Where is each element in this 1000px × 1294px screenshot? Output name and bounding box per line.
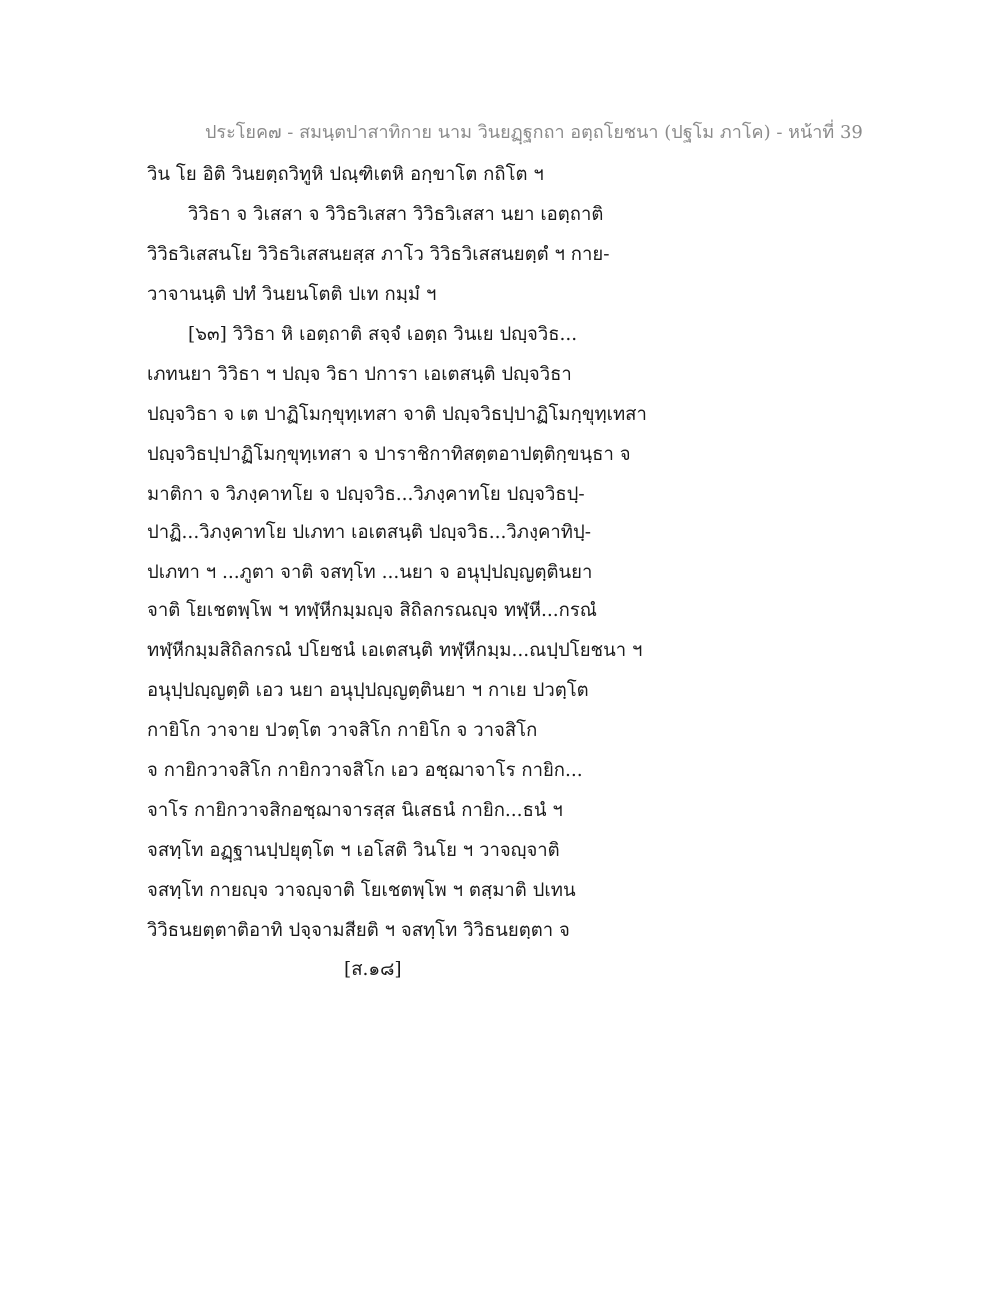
text-line: ปญฺจวิธา จ เต ปาฏิโมกฺขุทฺเทสา จาติ ปญฺจวิธปฺปาฏิโมกฺขุทฺเทสา xyxy=(147,404,647,425)
text-line: จ กายิกวาจสิโก กายิกวาจสิโก เอว อชฺฌาจาโร กายิก... xyxy=(147,760,583,781)
text-line: จสทฺโท อฏฺฐานปฺปยุตฺโต ฯ เอโสติ วินโย ฯ วาจญฺจาติ xyxy=(147,840,560,861)
text-line: ปาฏิ...วิภงฺคาทโย ปเภทา เอเตสนฺติ ปญฺจวิธ...วิภงฺคาทิปฺ- xyxy=(147,522,591,543)
text-line: วิวิธา จ วิเสสา จ วิวิธวิเสสา วิวิธวิเสสา นยา เอตฺถาติ xyxy=(188,204,604,225)
text-line: เภทนยา วิวิธา ฯ ปญฺจ วิธา ปการา เอเตสนฺติ ปญฺจวิธา xyxy=(147,364,572,385)
text-line: วิวิธนยตฺตาติอาทิ ปจฺจามสียติ ฯ จสทฺโท วิวิธนยตฺตา จ xyxy=(147,920,570,941)
text-line: กายิโก วาจาย ปวตฺโต วาจสิโก กายิโก จ วาจสิโก xyxy=(147,720,538,741)
text-line: มาติกา จ วิภงฺคาทโย จ ปญฺจวิธ...วิภงฺคาทโย ปญฺจวิธปฺ- xyxy=(147,484,585,505)
text-line: [๖๓] วิวิธา หิ เอตฺถาติ สจฺจํ เอตฺถ วินเย ปญฺจวิธ... xyxy=(188,324,578,345)
text-line: ปญฺจวิธปฺปาฏิโมกฺขุทฺเทสา จ ปาราชิกาทิสตฺตอาปตฺติกฺขนฺธา จ xyxy=(147,444,631,465)
text-line: อนุปฺปญฺญตฺติ เอว นยา อนุปฺปญฺญตฺตินยา ฯ กาเย ปวตฺโต xyxy=(147,680,589,701)
running-header: ประโยค๗ - สมนฺตปาสาทิกาย นาม วินยฏฺฐกถา อตฺถโยชนา (ปฐโม ภาโค) - หน้าที่ 39 xyxy=(205,122,863,143)
signature-mark: [ส.๑๘] xyxy=(344,959,402,980)
text-line: จาโร กายิกวาจสิกอชฺฌาจารสฺส นิเสธนํ กายิก...ธนํ ฯ xyxy=(147,800,563,821)
text-line: วิน โย อิติ วินยตฺถวิทูหิ ปณฺฑิเตหิ อกฺขาโต กถิโต ฯ xyxy=(147,164,544,185)
text-line: จาติ โยเชตพฺโพ ฯ ทฬฺหีกมฺมญฺจ สิถิลกรณญฺจ ทฬฺหี...กรณํ xyxy=(147,600,597,621)
text-line: จสทฺโท กายญฺจ วาจญฺจาติ โยเชตพฺโพ ฯ ตสฺมาติ ปเทน xyxy=(147,880,576,901)
text-line: วาจานนฺติ ปทํ วินยนโตติ ปเท กมฺมํ ฯ xyxy=(147,284,437,305)
text-line: วิวิธวิเสสนโย วิวิธวิเสสนยสฺส ภาโว วิวิธวิเสสนยตฺตํ ฯ กาย- xyxy=(147,244,610,265)
text-line: ทฬฺหีกมฺมสิถิลกรณํ ปโยชนํ เอเตสนฺติ ทฬฺหีกมฺม...ณปฺปโยชนา ฯ xyxy=(147,640,643,661)
text-line: ปเภทา ฯ ...ภูตา จาติ จสทฺโท ...นยา จ อนุปฺปญฺญตฺตินยา xyxy=(147,562,593,583)
